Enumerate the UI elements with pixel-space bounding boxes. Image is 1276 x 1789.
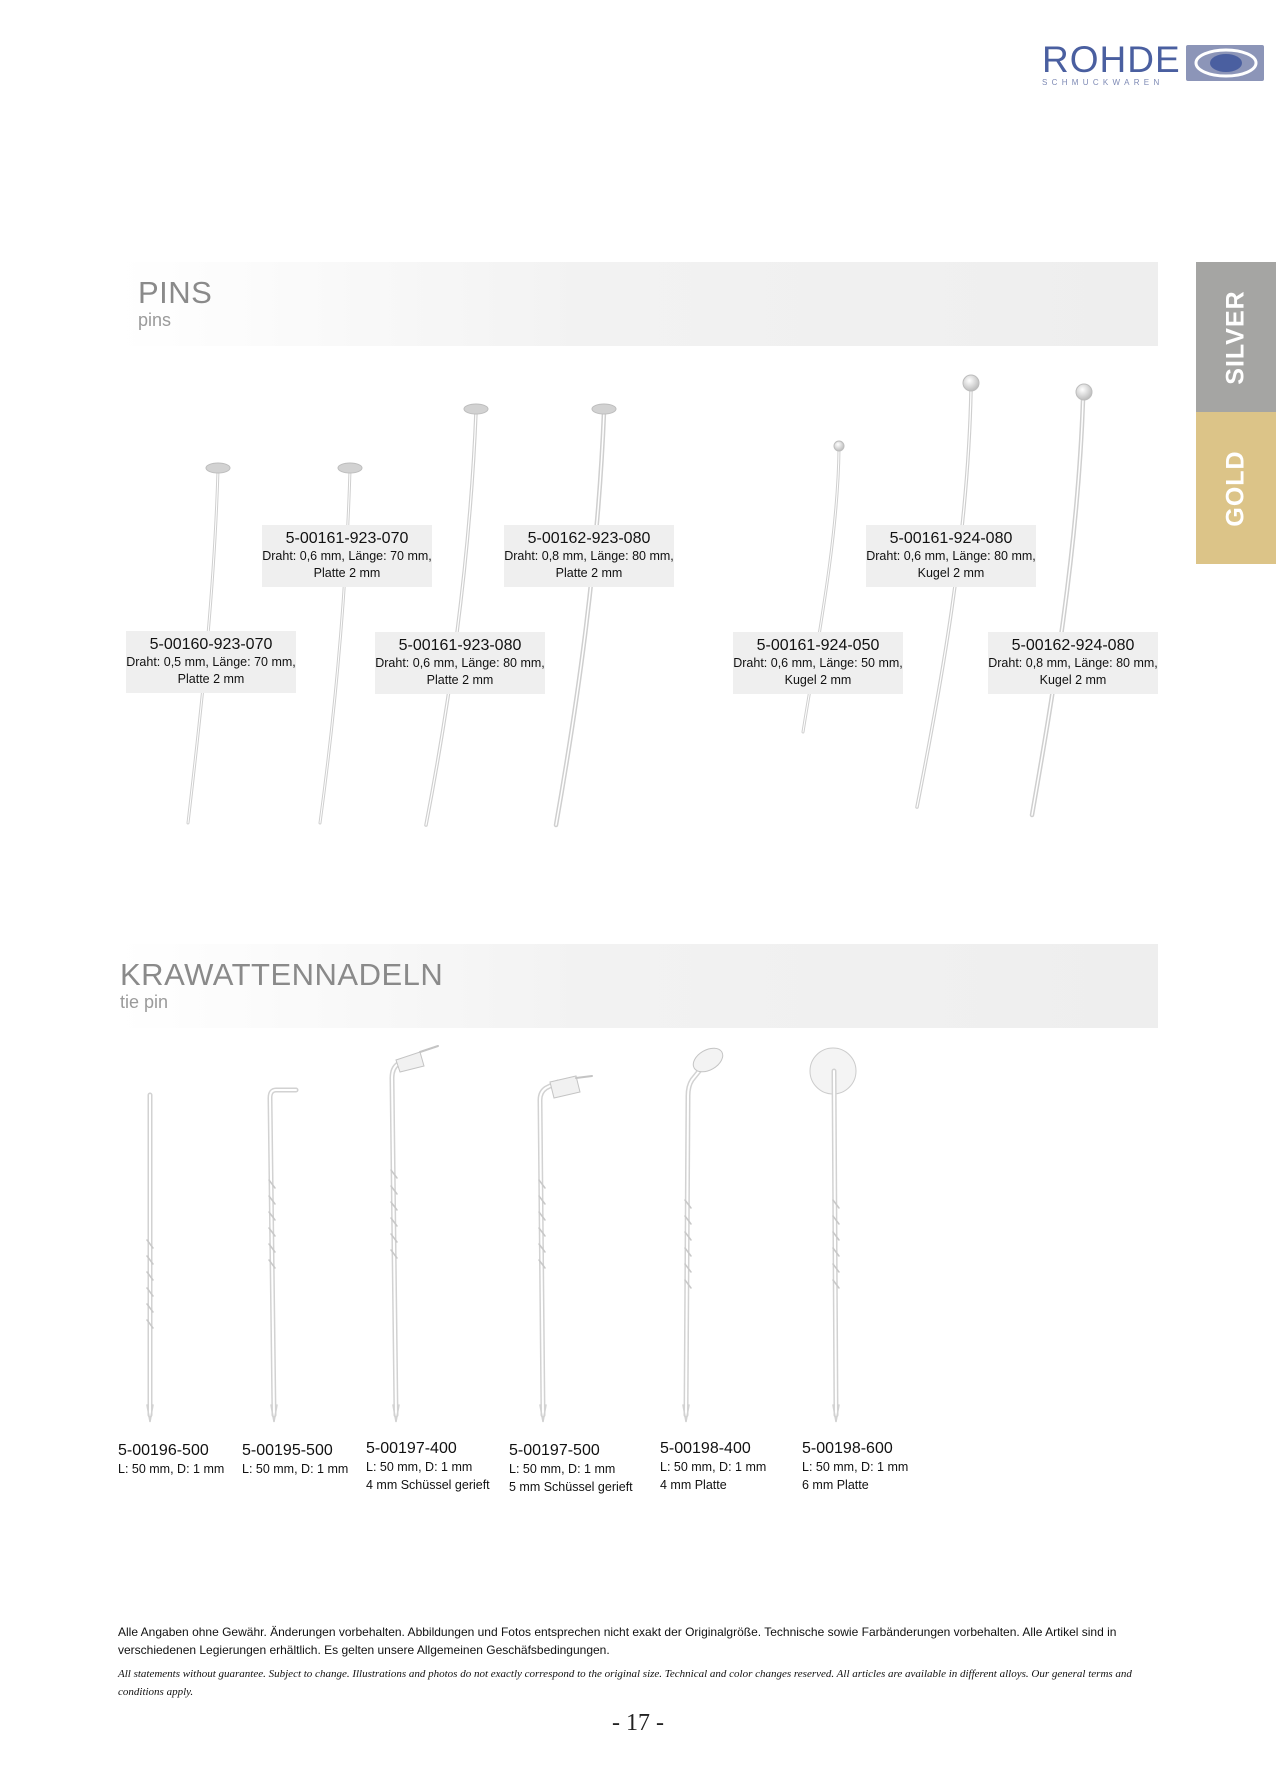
- product-spec: Kugel 2 mm: [784, 673, 852, 687]
- pin-label: [126, 631, 296, 693]
- pin-label: [375, 632, 545, 694]
- tiepin-5-00196-500: [147, 1095, 153, 1422]
- section-subtitle: tie pin: [120, 992, 169, 1012]
- product-code: 5-00197-400: [366, 1440, 457, 1457]
- headpin-5-00162-923-080: [556, 404, 616, 825]
- section-header-pins: [118, 262, 1158, 346]
- section-title: PINS: [138, 275, 213, 310]
- tiepin-label: [802, 1440, 908, 1494]
- headpin-5-00161-923-080: [426, 404, 488, 825]
- disclaimer-german: Alle Angaben ohne Gewähr. Änderungen vorbehalten. Abbildungen und Fotos entsprechen nicht exakt der Originalgröße. Technische sowie Farbänderungen vorbehalten. Alle Artikel sind in verschiedenen Legierungen erhältlich. Es gelten unsere Allgemeinen Geschäfsbedingungen.: [118, 1625, 1117, 1657]
- product-spec: L: 50 mm, D: 1 mm: [802, 1460, 909, 1474]
- brand-name: ROHDE: [1042, 39, 1181, 80]
- product-spec: Platte 2 mm: [313, 566, 381, 580]
- product-spec: Draht: 0,8 mm, Länge: 80 mm,: [988, 656, 1158, 670]
- tiepin-5-00197-500: [539, 1076, 592, 1422]
- brand-tagline: SCHMUCKWAREN: [1042, 78, 1164, 87]
- product-spec: Draht: 0,5 mm, Länge: 70 mm,: [126, 655, 296, 669]
- product-code: 5-00161-924-080: [889, 530, 1013, 547]
- tab-gold[interactable]: GOLD: [1196, 412, 1276, 564]
- tiepin-label: [509, 1442, 633, 1496]
- ballpin-5-00162-924-080: [1032, 384, 1092, 815]
- product-code: 5-00160-923-070: [149, 636, 273, 653]
- product-spec: Draht: 0,6 mm, Länge: 80 mm,: [866, 549, 1036, 563]
- pin-label: [866, 525, 1036, 587]
- tiepin-label: [660, 1440, 766, 1494]
- pin-label: [262, 525, 432, 587]
- headpin-5-00161-923-070: [320, 463, 362, 823]
- tiepin-5-00198-600: [810, 1048, 856, 1422]
- brand-logo: [1042, 40, 1222, 90]
- product-spec: Kugel 2 mm: [917, 566, 985, 580]
- section-subtitle: pins: [138, 310, 172, 330]
- product-spec: L: 50 mm, D: 1 mm: [509, 1462, 616, 1476]
- product-code: 5-00161-923-070: [285, 530, 409, 547]
- section-header-tiepins: [118, 944, 1158, 1028]
- product-spec: L: 50 mm, D: 1 mm: [242, 1462, 349, 1476]
- ballpin-5-00161-924-080: [917, 375, 979, 807]
- product-spec: Platte 2 mm: [426, 673, 494, 687]
- product-spec: 6 mm Platte: [802, 1478, 869, 1492]
- section-title: KRAWATTENNADELN: [120, 957, 444, 992]
- disclaimer-english: All statements without guarantee. Subject to change. Illustrations and photos do not exactly correspond to the original size. Technical and color changes reserved. All articles are available in different alloys. Our general terms and conditions apply.: [118, 1668, 1132, 1698]
- product-code: 5-00162-924-080: [1011, 637, 1135, 654]
- product-code: 5-00161-923-080: [398, 637, 522, 654]
- product-code: 5-00196-500: [118, 1442, 209, 1459]
- tiepin-label: [366, 1440, 490, 1494]
- product-spec: 5 mm Schüssel gerieft: [509, 1480, 633, 1494]
- pin-label: [733, 632, 903, 694]
- product-code: 5-00197-500: [509, 1442, 600, 1459]
- product-code: 5-00198-400: [660, 1440, 751, 1457]
- product-spec: Platte 2 mm: [177, 672, 245, 686]
- product-spec: Draht: 0,8 mm, Länge: 80 mm,: [504, 549, 674, 563]
- tiepin-5-00197-400: [391, 1046, 438, 1422]
- pin-label: [988, 632, 1158, 694]
- product-spec: L: 50 mm, D: 1 mm: [118, 1462, 225, 1476]
- product-spec: Kugel 2 mm: [1039, 673, 1107, 687]
- product-code: 5-00161-924-050: [756, 637, 880, 654]
- tiepin-label: [242, 1442, 348, 1478]
- brand-mark-icon: [1186, 45, 1264, 81]
- product-spec: L: 50 mm, D: 1 mm: [660, 1460, 767, 1474]
- tab-silver[interactable]: SILVER: [1196, 262, 1276, 412]
- product-spec: Draht: 0,6 mm, Länge: 50 mm,: [733, 656, 903, 670]
- product-code: 5-00195-500: [242, 1442, 333, 1459]
- page-number: - 17 -: [612, 1710, 664, 1736]
- product-spec: Platte 2 mm: [555, 566, 623, 580]
- product-spec: Draht: 0,6 mm, Länge: 80 mm,: [375, 656, 545, 670]
- tiepin-label: [118, 1442, 224, 1478]
- product-spec: 4 mm Platte: [660, 1478, 727, 1492]
- pin-label: [504, 525, 674, 587]
- product-spec: L: 50 mm, D: 1 mm: [366, 1460, 473, 1474]
- tiepin-5-00195-500: [269, 1090, 296, 1422]
- product-code: 5-00162-923-080: [527, 530, 651, 547]
- product-spec: 4 mm Schüssel gerieft: [366, 1478, 490, 1492]
- product-spec: Draht: 0,6 mm, Länge: 70 mm,: [262, 549, 432, 563]
- product-code: 5-00198-600: [802, 1440, 893, 1457]
- tiepin-5-00198-400: [683, 1043, 727, 1422]
